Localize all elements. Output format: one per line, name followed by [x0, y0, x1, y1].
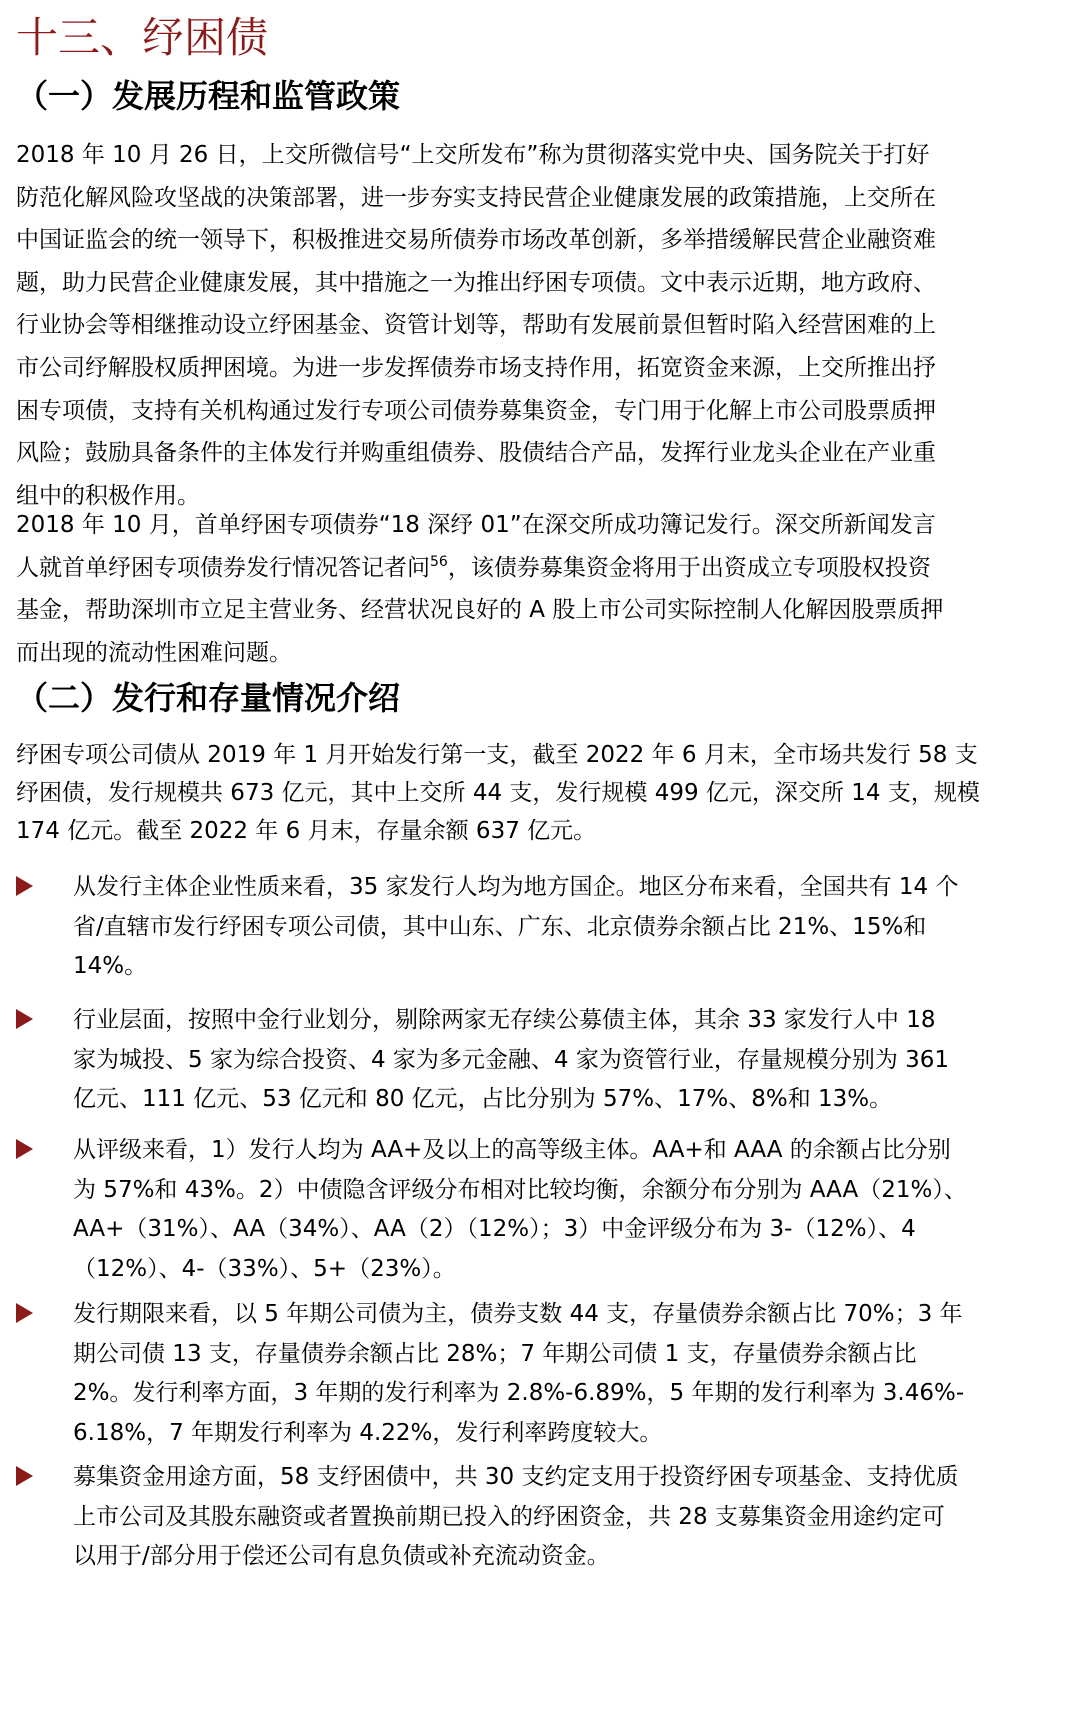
text-line: 募集资金用途方面，58 支纾困债中，共 30 支约定支用于投资纾困专项基金、支持优质	[73, 1464, 959, 1490]
text-line: 组中的积极作用。	[16, 482, 200, 509]
text-line: 2%。发行利率方面，3 年期的发行利率为 2.8%-6.89%，5 年期的发行利率为 3.46%-	[73, 1380, 965, 1406]
bullet-text	[73, 1001, 1063, 1120]
triangle-bullet-icon	[16, 1466, 33, 1486]
bullet-text	[73, 868, 1063, 987]
text-line: 2018 年 10 月 26 日，上交所微信号“上交所发布”称为贯彻落实党中央、国务院关于打好	[16, 142, 930, 168]
text-line: 家为城投、5 家为综合投资、4 家为多元金融、4 家为资管行业，存量规模分别为 361	[73, 1046, 950, 1073]
text-line: 题，助力民营企业健康发展，其中措施之一为推出纾困专项债。文中表示近期，地方政府、	[16, 269, 936, 296]
bullet-text	[73, 1295, 1063, 1453]
text-line: 省/直辖市发行纾困专项公司债，其中山东、广东、北京债券余额占比 21%、15%和	[73, 913, 927, 940]
text-line: 发行期限来看，以 5 年期公司债为主，债券支数 44 支，存量债券余额占比 70%；3 年	[73, 1301, 963, 1327]
text-line: 风险；鼓励具备条件的主体发行并购重组债券、股债结合产品，发挥行业龙头企业在产业重	[16, 440, 936, 467]
text-line: 行业层面，按照中金行业划分，剔除两家无存续公募债主体，其余 33 家发行人中 18	[73, 1007, 936, 1033]
text-line: 从评级来看，1）发行人均为 AA+及以上的高等级主体。AA+和 AAA 的余额占比分别	[73, 1137, 951, 1163]
text-line-with-footnote	[16, 547, 1066, 590]
section1-paragraph-1	[16, 134, 1066, 517]
triangle-bullet-icon	[16, 1303, 33, 1323]
triangle-bullet-icon	[16, 1009, 33, 1029]
text-fragment: 人就首单纾困专项债券发行情况答记者问	[16, 554, 430, 581]
text-line: 中国证监会的统一领导下，积极推进交易所债券市场改革创新，多举措缓解民营企业融资难	[16, 227, 936, 254]
section-heading-2: （二）发行和存量情况介绍	[16, 679, 401, 717]
triangle-bullet-icon	[16, 1139, 33, 1159]
text-line: 为 57%和 43%。2）中债隐含评级分布相对比较均衡，余额分布分别为 AAA（21%）、	[73, 1176, 967, 1203]
bullet-text	[73, 1131, 1063, 1289]
footnote-reference[interactable]: 56	[430, 553, 448, 570]
text-line: 6.18%，7 年期发行利率为 4.22%，发行利率跨度较大。	[73, 1419, 663, 1446]
bullet-text	[73, 1458, 1063, 1577]
text-line: 以用于/部分用于偿还公司有息负债或补充流动资金。	[73, 1543, 610, 1569]
text-line: 基金，帮助深圳市立足主营业务、经营状况良好的 A 股上市公司实际控制人化解因股票质押	[16, 597, 944, 624]
text-line: 2018 年 10 月，首单纾困专项债券“18 深纾 01”在深交所成功簿记发行。深交所新闻发言	[16, 512, 936, 538]
text-line: 14%。	[73, 953, 148, 979]
section2-intro-paragraph	[16, 736, 1066, 850]
triangle-bullet-icon	[16, 876, 33, 896]
text-line: 纾困专项公司债从 2019 年 1 月开始发行第一支，截至 2022 年 6 月末，全市场共发行 58 支	[16, 742, 978, 768]
text-line: 防范化解风险攻坚战的决策部署，进一步夯实支持民营企业健康发展的政策措施，上交所在	[16, 184, 936, 211]
text-line: 上市公司及其股东融资或者置换前期已投入的纾困资金，共 28 支募集资金用途约定可	[73, 1503, 945, 1530]
section-heading-1: （一）发展历程和监管政策	[16, 77, 401, 115]
text-line: （12%）、4-（33%）、5+（23%）。	[73, 1255, 456, 1282]
text-line: 而出现的流动性困难问题。	[16, 639, 292, 666]
text-line: 亿元、111 亿元、53 亿元和 80 亿元，占比分别为 57%、17%、8%和 13%。	[73, 1086, 893, 1112]
text-line: 174 亿元。截至 2022 年 6 月末，存量余额 637 亿元。	[16, 818, 597, 844]
text-line: AA+（31%）、AA（34%）、AA（2）（12%）；3）中金评级分布为 3-（12%）、4	[73, 1216, 916, 1242]
text-line: 困专项债，支持有关机构通过发行专项公司债券募集资金，专门用于化解上市公司股票质押	[16, 397, 936, 424]
text-line: 期公司债 13 支，存量债券余额占比 28%；7 年期公司债 1 支，存量债券余额占比	[73, 1340, 917, 1367]
text-line: 市公司纾解股权质押困境。为进一步发挥债券市场支持作用，拓宽资金来源，上交所推出抒	[16, 354, 936, 381]
text-line: 从发行主体企业性质来看，35 家发行人均为地方国企。地区分布来看，全国共有 14 个	[73, 874, 959, 900]
text-fragment: ，该债券募集资金将用于出资成立专项股权投资	[447, 554, 931, 581]
section1-paragraph-2	[16, 504, 1066, 674]
page-title: 十三、纾困债	[16, 13, 269, 62]
text-line: 行业协会等相继推动设立纾困基金、资管计划等，帮助有发展前景但暂时陷入经营困难的上	[16, 312, 936, 339]
text-line: 纾困债，发行规模共 673 亿元，其中上交所 44 支，发行规模 499 亿元，深交所 14 支，规模	[16, 780, 980, 806]
